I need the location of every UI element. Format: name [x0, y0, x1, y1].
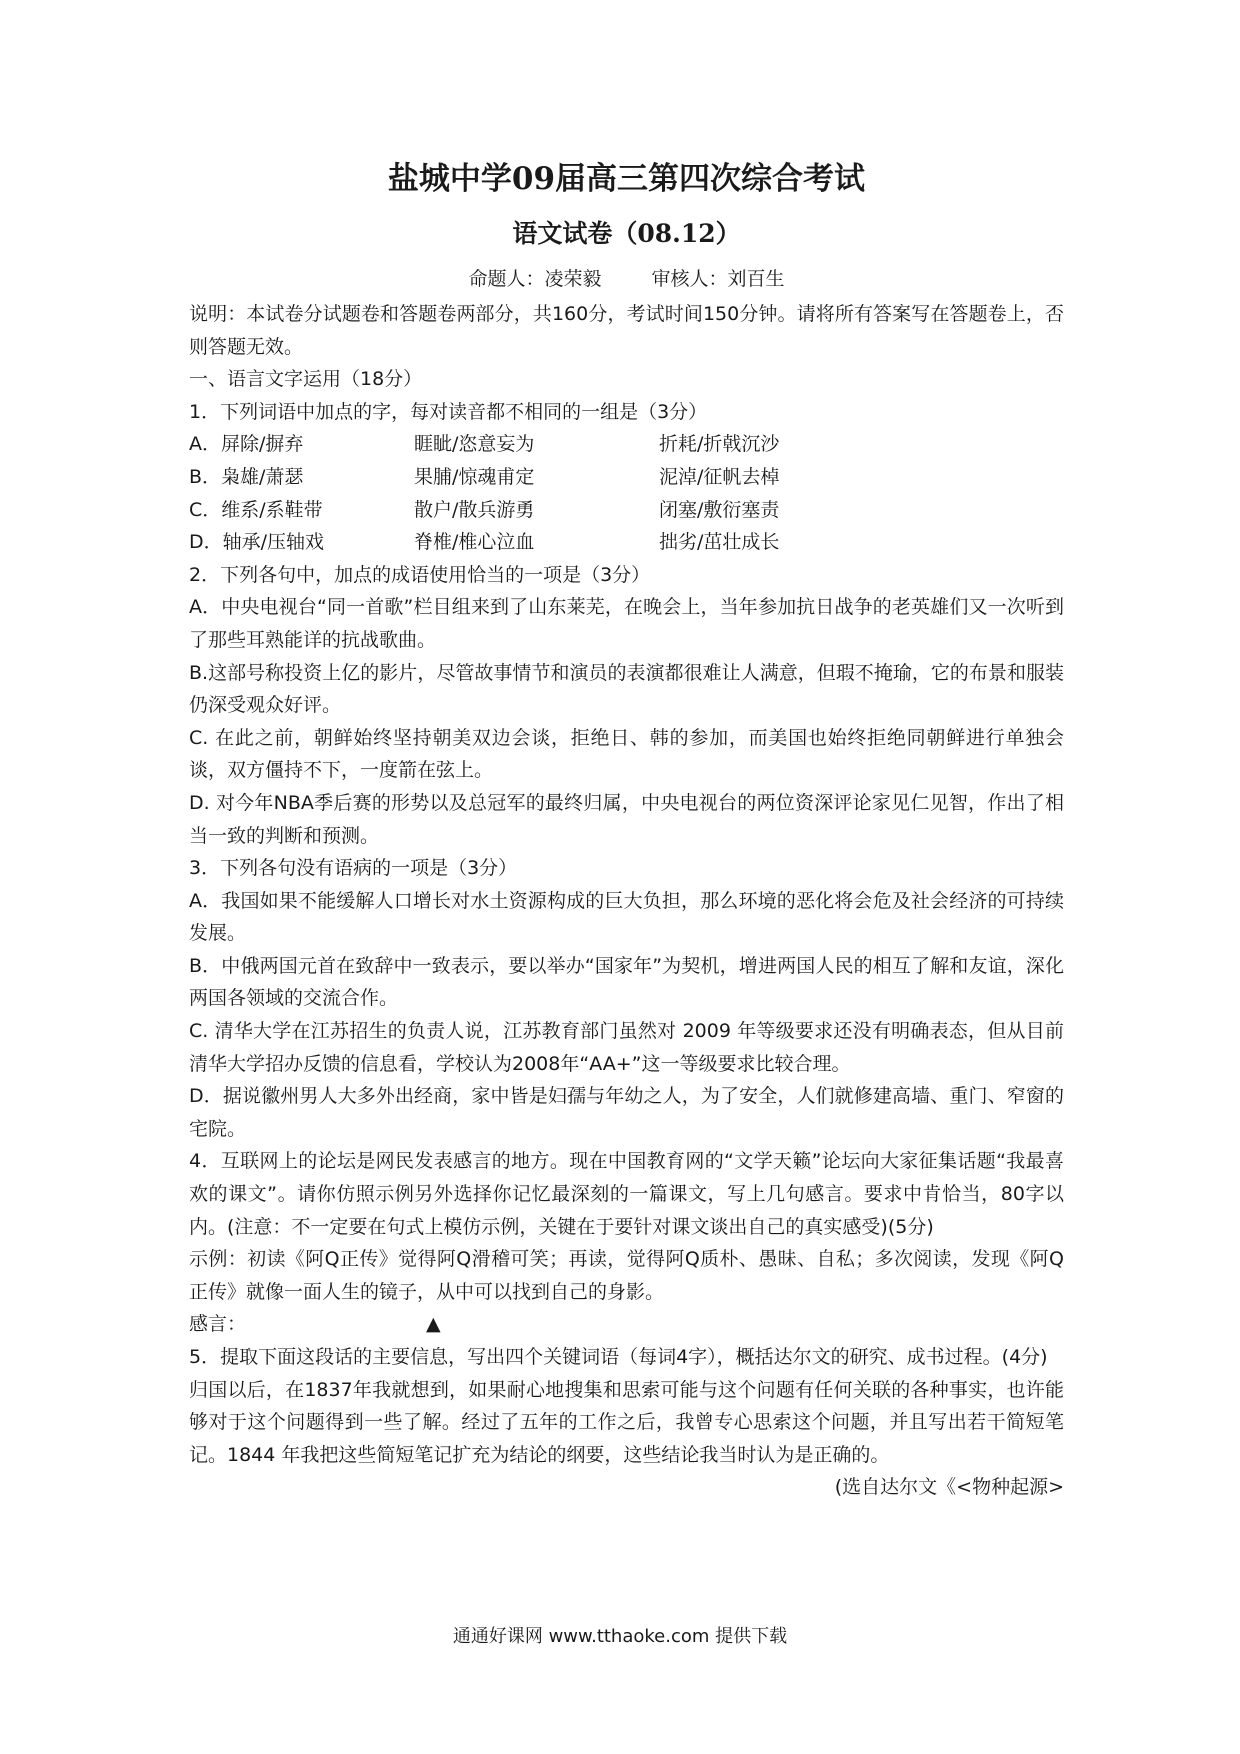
author: 命题人：凌荣毅 [468, 268, 602, 290]
exam-subtitle: 语文试卷（08.12） [512, 219, 741, 248]
q2-option-d: D. 对今年NBA季后赛的形势以及总冠军的最终归属，中央电视台的两位资深评论家见仁见智，作出了相当一致的判断和预测。 [189, 791, 1064, 847]
page-footer: 通通好课网 www.tthaoke.com 提供下载 [452, 1626, 788, 1647]
exam-page [189, 150, 1064, 1504]
q5-passage: 归国以后，在1837年我就想到，如果耐心地搜集和思索可能与这个问题有任何关联的各种事实，也许能够对于这个问题得到一些了解。经过了五年的工作之后，我曾专心思索这个问题，并且写出若干简短笔记。1844 年我把这些简短笔记扩充为结论的纲要，这些结论我当时认为是正确的。 [189, 1378, 1064, 1466]
exam-title: 盐城中学09届高三第四次综合考试 [387, 161, 866, 197]
option-cell: 闭塞/敷衍塞责 [659, 498, 780, 521]
q2-option-c: C. 在此之前，朝鲜始终坚持朝美双边会谈，拒绝日、韩的参加，而美国也始终拒绝同朝鲜进行单独会谈，双方僵持不下，一度箭在弦上。 [189, 726, 1064, 782]
option-cell: 脊椎/椎心泣血 [414, 531, 535, 554]
authors-line [189, 260, 1064, 298]
option-cell: 散户/散兵游勇 [414, 498, 535, 521]
question-1-stem: 1．下列词语中加点的字，每对读音都不相同的一组是（3分） [189, 400, 708, 423]
q2-option-a: A．中央电视台“同一首歌”栏目组来到了山东莱芜，在晚会上，当年参加抗日战争的老英雄们又一次听到了那些耳熟能详的抗战歌曲。 [189, 596, 1064, 651]
option-cell: 果脯/惊魂甫定 [414, 465, 535, 488]
option-cell: 睚眦/恣意妄为 [414, 433, 535, 456]
answer-marker: ▲ [426, 1313, 441, 1336]
q3-option-d: D．据说徽州男人大多外出经商，家中皆是妇孺与年幼之人，为了安全，人们就修建高墙、重门、窄窗的宅院。 [189, 1085, 1064, 1140]
instructions: 说明：本试卷分试题卷和答题卷两部分，共160分，考试时间150分钟。请将所有答案写在答题卷上，否则答题无效。 [189, 303, 1064, 358]
option-cell: D．轴承/压轴戏 [189, 531, 325, 554]
q1-option-c [189, 494, 1064, 527]
question-4-stem: 4．互联网上的论坛是网民发表感言的地方。现在中国教育网的“文学天籁”论坛向大家征集话题“我最喜欢的课文”。请你仿照示例另外选择你记忆最深刻的一篇课文，写上几句感言。要求中肯恰当，80字以内。(注意：不一定要在句式上模仿示例，关键在于要针对课文谈出自己的真实感受)(5分) [189, 1150, 1064, 1238]
question-5-stem: 5．提取下面这段话的主要信息，写出四个关键词语（每词4字），概括达尔文的研究、成书过程。(4分) [189, 1346, 1048, 1368]
q4-answer-line [189, 1308, 1064, 1341]
question-3-stem: 3．下列各句没有语病的一项是（3分） [189, 857, 518, 880]
question-2-stem: 2．下列各句中，加点的成语使用恰当的一项是（3分） [189, 563, 651, 586]
q3-option-c: C. 清华大学在江苏招生的负责人说，江苏教育部门虽然对 2009 年等级要求还没有明确表态，但从目前清华大学招办反馈的信息看，学校认为2008年“AA+”这一等级要求比较合理。 [189, 1020, 1064, 1075]
section-heading: 一、语言文字运用（18分） [189, 368, 423, 391]
reviewer: 审核人：刘百生 [651, 268, 785, 290]
q2-option-b: B.这部号称投资上亿的影片，尽管故事情节和演员的表演都很难让人满意，但瑕不掩瑜，它的布景和服装仍深受观众好评。 [189, 661, 1064, 717]
q1-option-d [189, 526, 1064, 559]
q4-example: 示例：初读《阿Q正传》觉得阿Q滑稽可笑；再读，觉得阿Q质朴、愚昧、自私；多次阅读，发现《阿Q正传》就像一面人生的镜子，从中可以找到自己的身影。 [189, 1248, 1064, 1303]
option-cell: 泥淖/征帆去棹 [659, 465, 780, 488]
q3-option-a: A．我国如果不能缓解人口增长对水土资源构成的巨大负担，那么环境的恶化将会危及社会经济的可持续发展。 [189, 889, 1064, 945]
option-cell: A．屏除/摒弃 [189, 433, 304, 456]
option-cell: C．维系/系鞋带 [189, 498, 323, 521]
q5-source: (选自达尔文《<物种起源> [834, 1476, 1064, 1499]
option-cell: B．枭雄/萧瑟 [189, 465, 304, 488]
q1-option-b [189, 461, 1064, 494]
option-cell: 拙劣/茁壮成长 [659, 531, 780, 554]
option-cell: 折耗/折戟沉沙 [659, 433, 780, 456]
answer-label: 感言： [189, 1313, 247, 1336]
q1-option-a [189, 428, 1064, 461]
q3-option-b: B．中俄两国元首在致辞中一致表示，要以举办“国家年”为契机，增进两国人民的相互了解和友谊，深化两国各领域的交流合作。 [189, 954, 1064, 1010]
